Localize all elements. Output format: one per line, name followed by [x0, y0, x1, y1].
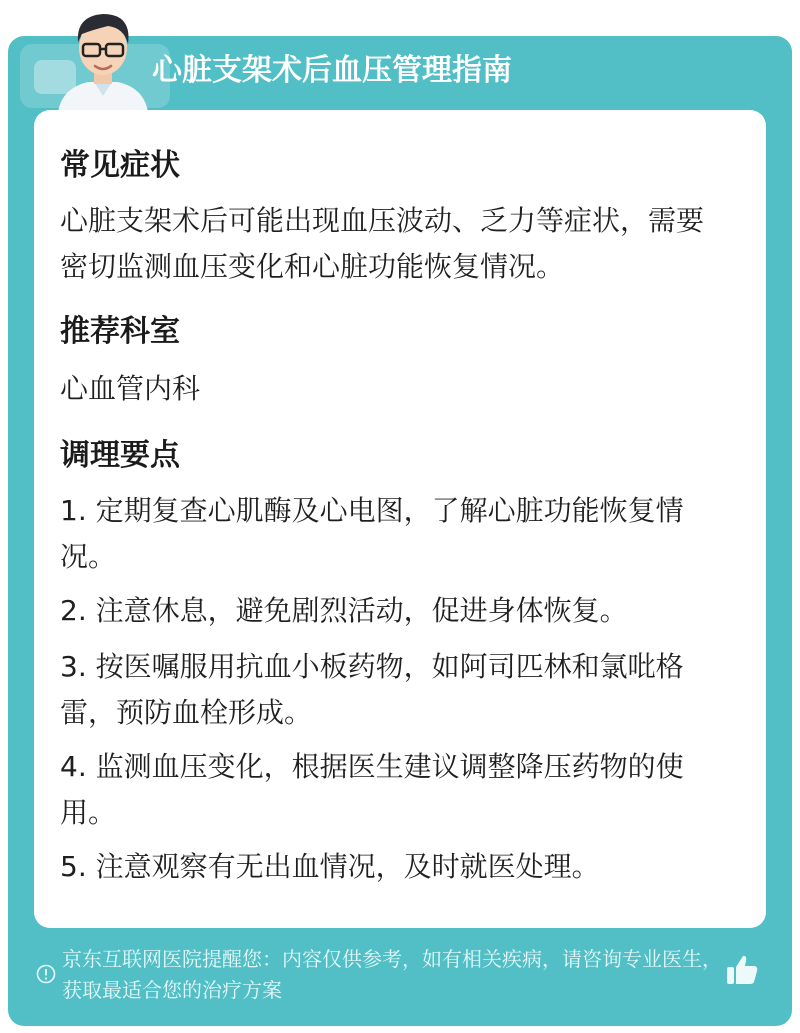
section-heading-symptoms: 常见症状 — [60, 148, 180, 183]
page-title: 心脏支架术后血压管理指南 — [152, 53, 512, 88]
care-point-item: 4. 监测血压变化，根据医生建议调整降压药物的使用。 — [60, 750, 684, 829]
thumbs-up-icon[interactable] — [724, 952, 760, 988]
care-point-item: 2. 注意休息，避免剧烈活动，促进身体恢复。 — [60, 594, 628, 627]
section-heading-care-points: 调理要点 — [60, 438, 180, 473]
care-point-item: 3. 按医嘱服用抗血小板药物，如阿司匹林和氯吡格雷，预防血栓形成。 — [60, 650, 684, 729]
footer-disclaimer: 京东互联网医院提醒您：内容仅供参考，如有相关疾病，请咨询专业医生，获取最适合您的治疗方案 — [62, 947, 722, 1002]
department-paragraph: 心血管内科 — [60, 372, 201, 405]
care-point-item: 1. 定期复查心肌酶及心电图，了解心脏功能恢复情况。 — [60, 494, 684, 573]
section-heading-department: 推荐科室 — [60, 314, 180, 349]
content-card — [34, 110, 766, 928]
care-point-item: 5. 注意观察有无出血情况，及时就医处理。 — [60, 850, 600, 883]
doctor-avatar — [48, 4, 158, 112]
symptoms-paragraph: 心脏支架术后可能出现血压波动、乏力等症状，需要密切监测血压变化和心脏功能恢复情况。 — [60, 204, 705, 283]
info-icon — [36, 964, 56, 984]
